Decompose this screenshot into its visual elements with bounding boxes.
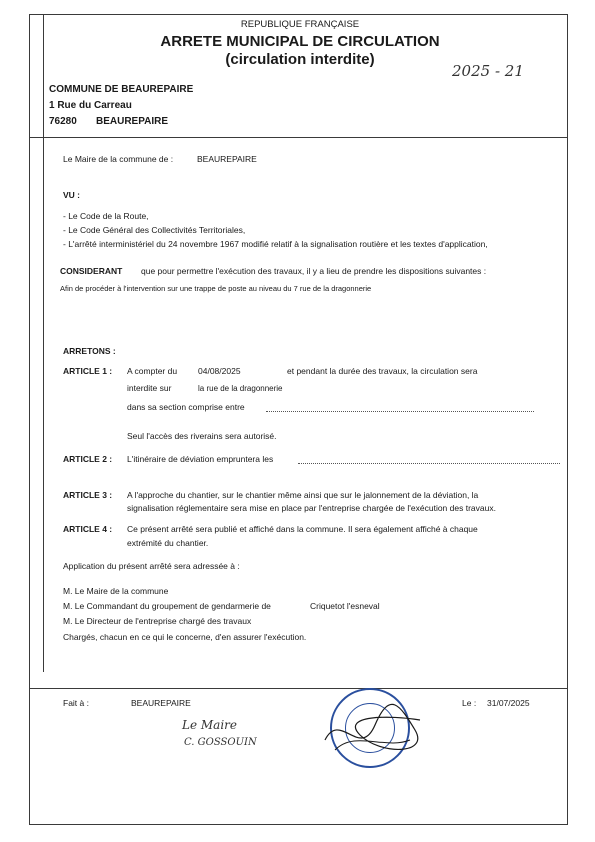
article3-label: ARTICLE 3 : <box>63 490 113 500</box>
vu-item: - Le Code Général des Collectivités Territoriales, <box>63 225 246 235</box>
article1-part5: Seul l'accès des riverains sera autorisé. <box>127 431 277 441</box>
handwritten-reference: 2025 - 21 <box>452 62 524 80</box>
article4-label: ARTICLE 4 : <box>63 524 113 534</box>
mayor-commune: BEAUREPAIRE <box>197 154 257 164</box>
article2-detour-blank <box>298 463 560 464</box>
signature-scribble <box>320 690 430 770</box>
body-left-rule <box>43 138 44 672</box>
article2-text: L'itinéraire de déviation empruntera les <box>127 454 274 464</box>
fait-label: Fait à : <box>63 698 89 708</box>
considerant-text: que pour permettre l'exécution des travaux, il y a lieu de prendre les dispositions suivantes : <box>141 266 487 276</box>
page-subtitle: (circulation interdite) <box>225 51 375 68</box>
gendarmerie-name: Criquetot l'esneval <box>310 601 380 611</box>
date-value: 31/07/2025 <box>487 698 530 708</box>
application-intro: Application du présent arrêté sera adressée à : <box>63 561 240 571</box>
application-recipient: M. Le Directeur de l'entreprise chargé des travaux <box>63 616 252 626</box>
vu-item: - L'arrêté interministériel du 24 novembre 1967 modifié relatif à la signalisation routière et les textes d'application, <box>63 239 488 249</box>
application-closing: Chargés, chacun en ce qui le concerne, d'en assurer l'exécution. <box>63 632 307 642</box>
vu-item: - Le Code de la Route, <box>63 211 149 221</box>
article1-street: la rue de la dragonnerie <box>198 384 283 393</box>
article1-part1: A compter du <box>127 366 178 376</box>
commune-address: 1 Rue du Carreau <box>49 100 132 111</box>
header-left-rule <box>43 14 44 138</box>
arretons-heading: ARRETONS : <box>63 346 116 356</box>
article3-line1: A l'approche du chantier, sur le chantier même ainsi que sur le jalonnement de la déviation, la <box>127 490 479 500</box>
article3-line2: signalisation réglementaire sera mise en place par l'entreprise chargée de l'exécution des travaux. <box>127 503 496 513</box>
article1-section-blank <box>266 411 534 412</box>
commune-name: COMMUNE DE BEAUREPAIRE <box>49 84 194 95</box>
date-label: Le : <box>462 698 477 708</box>
footer-rule <box>29 688 568 689</box>
page-title: ARRETE MUNICIPAL DE CIRCULATION <box>160 33 440 50</box>
commune-city: BEAUREPAIRE <box>96 116 169 127</box>
article1-part3: interdite sur <box>127 383 172 393</box>
application-recipient: M. Le Commandant du groupement de gendarmerie de <box>63 601 271 611</box>
article1-date: 04/08/2025 <box>198 366 241 376</box>
commune-postcode: 76280 <box>49 116 77 127</box>
mayor-label: Le Maire de la commune de : <box>63 154 174 164</box>
considerant-reason: Afin de procéder à l'intervention sur une trappe de poste au niveau du 7 rue de la dragonnerie <box>60 284 372 293</box>
article1-part2: et pendant la durée des travaux, la circulation sera <box>287 366 478 376</box>
republic-label: REPUBLIQUE FRANÇAISE <box>240 19 360 30</box>
article4-line2: extrémité du chantier. <box>127 538 209 548</box>
article2-label: ARTICLE 2 : <box>63 454 113 464</box>
signature-title: Le Maire <box>182 718 238 732</box>
fait-value: BEAUREPAIRE <box>131 698 191 708</box>
signature-name: C. GOSSOUIN <box>184 737 257 748</box>
article1-part4: dans sa section comprise entre <box>127 402 245 412</box>
article4-line1: Ce présent arrêté sera publié et affiché dans la commune. Il sera également affiché à chaque <box>127 524 478 534</box>
application-recipient: M. Le Maire de la commune <box>63 586 169 596</box>
article1-label: ARTICLE 1 : <box>63 366 113 376</box>
considerant-label: CONSIDERANT <box>60 266 123 276</box>
vu-heading: VU : <box>63 190 80 200</box>
